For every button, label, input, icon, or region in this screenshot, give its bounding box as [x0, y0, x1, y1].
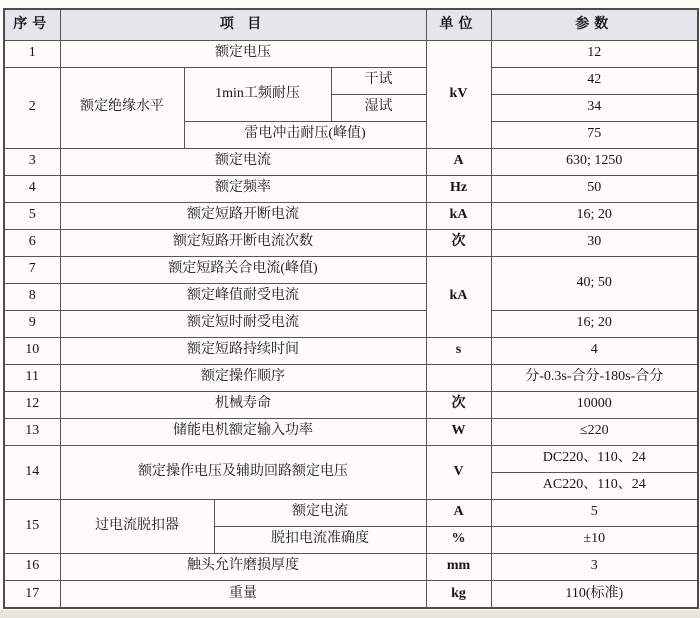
row14-unit-v: V — [426, 445, 491, 499]
row10-item-short-circuit-duration: 额定短路持续时间 — [60, 337, 426, 364]
row17-item-weight: 重量 — [60, 580, 426, 608]
row-9 — [4, 310, 698, 337]
row-7 — [4, 256, 698, 283]
row10-unit-s: s — [426, 337, 491, 364]
row2-item-power-freq-withstand: 1min工频耐压 — [184, 67, 331, 121]
row12-item-mechanical-life: 机械寿命 — [60, 391, 426, 418]
row13-unit-w: W — [426, 418, 491, 445]
row14-item-operating-voltage: 额定操作电压及辅助回路额定电压 — [60, 445, 426, 499]
row11-serial: 11 — [4, 364, 60, 391]
header-item: 项 目 — [60, 9, 426, 40]
row15-unit-percent: % — [426, 526, 491, 553]
row-13 — [4, 418, 698, 445]
row5-serial: 5 — [4, 202, 60, 229]
row15-item-rated-current: 额定电流 — [214, 499, 426, 526]
row4-serial: 4 — [4, 175, 60, 202]
row13-value: ≤220 — [491, 418, 698, 445]
row1-unit-kv: kV — [426, 40, 491, 148]
row17-unit-kg: kg — [426, 580, 491, 608]
row15-unit-a: A — [426, 499, 491, 526]
row15-item-overcurrent-release: 过电流脱扣器 — [60, 499, 214, 553]
row-6 — [4, 229, 698, 256]
row12-serial: 12 — [4, 391, 60, 418]
row1-serial: 1 — [4, 40, 60, 67]
header-serial: 序号 — [4, 9, 60, 40]
row16-unit-mm: mm — [426, 553, 491, 580]
row6-item-breaking-times: 额定短路开断电流次数 — [60, 229, 426, 256]
row10-serial: 10 — [4, 337, 60, 364]
row9-value: 16; 20 — [491, 310, 698, 337]
row1-item-rated-voltage: 额定电压 — [60, 40, 426, 67]
row-5 — [4, 202, 698, 229]
row2-item-lightning-impulse: 雷电冲击耐压(峰值) — [184, 121, 426, 148]
row4-item-rated-frequency: 额定频率 — [60, 175, 426, 202]
row15-value-current: 5 — [491, 499, 698, 526]
row8-serial: 8 — [4, 283, 60, 310]
row11-item-operating-sequence: 额定操作顺序 — [60, 364, 426, 391]
header-unit: 单位 — [426, 9, 491, 40]
row14-serial: 14 — [4, 445, 60, 499]
row12-value: 10000 — [491, 391, 698, 418]
row10-value: 4 — [491, 337, 698, 364]
row4-value: 50 — [491, 175, 698, 202]
row-1 — [4, 40, 698, 67]
row16-item-contact-wear: 触头允许磨损厚度 — [60, 553, 426, 580]
row7-value: 40; 50 — [491, 256, 698, 310]
row16-value: 3 — [491, 553, 698, 580]
row13-item-motor-input-power: 储能电机额定输入功率 — [60, 418, 426, 445]
row15-serial: 15 — [4, 499, 60, 553]
row-2a — [4, 67, 698, 94]
row2-item-wet-test: 湿试 — [331, 94, 426, 121]
row-14a — [4, 445, 698, 472]
row15-item-trip-accuracy: 脱扣电流准确度 — [214, 526, 426, 553]
row17-serial: 17 — [4, 580, 60, 608]
row-10 — [4, 337, 698, 364]
row-16 — [4, 553, 698, 580]
row5-item-breaking-current: 额定短路开断电流 — [60, 202, 426, 229]
row3-value: 630; 1250 — [491, 148, 698, 175]
row12-unit-times: 次 — [426, 391, 491, 418]
row17-value: 110(标准) — [491, 580, 698, 608]
row15-value-accuracy: ±10 — [491, 526, 698, 553]
row3-unit-a: A — [426, 148, 491, 175]
row7-item-making-current: 额定短路关合电流(峰值) — [60, 256, 426, 283]
row1-value: 12 — [491, 40, 698, 67]
row6-serial: 6 — [4, 229, 60, 256]
row3-serial: 3 — [4, 148, 60, 175]
header-param: 参数 — [491, 9, 698, 40]
row-4 — [4, 175, 698, 202]
row2-value-wet: 34 — [491, 94, 698, 121]
row2-item-insulation-level: 额定绝缘水平 — [60, 67, 184, 148]
row2-item-dry-test: 干试 — [331, 67, 426, 94]
row14-value-ac: AC220、110、24 — [491, 472, 698, 499]
row9-item-short-time-withstand: 额定短时耐受电流 — [60, 310, 426, 337]
row6-value: 30 — [491, 229, 698, 256]
row2-value-dry: 42 — [491, 67, 698, 94]
row5-value: 16; 20 — [491, 202, 698, 229]
row11-unit-empty — [426, 364, 491, 391]
row9-serial: 9 — [4, 310, 60, 337]
row2-value-lightning: 75 — [491, 121, 698, 148]
row14-value-dc: DC220、110、24 — [491, 445, 698, 472]
row4-unit-hz: Hz — [426, 175, 491, 202]
row2-serial: 2 — [4, 67, 60, 148]
row5-unit-ka: kA — [426, 202, 491, 229]
row-12 — [4, 391, 698, 418]
row8-item-peak-withstand-current: 额定峰值耐受电流 — [60, 283, 426, 310]
header-row — [4, 9, 698, 40]
row6-unit-times: 次 — [426, 229, 491, 256]
row7-unit-ka: kA — [426, 256, 491, 337]
row-11 — [4, 364, 698, 391]
row3-item-rated-current: 额定电流 — [60, 148, 426, 175]
page-bottom-margin — [0, 610, 700, 618]
row16-serial: 16 — [4, 553, 60, 580]
row11-value: 分-0.3s-合分-180s-合分 — [491, 364, 698, 391]
row7-serial: 7 — [4, 256, 60, 283]
row-17 — [4, 580, 698, 608]
row13-serial: 13 — [4, 418, 60, 445]
spec-table — [3, 8, 697, 609]
row-3 — [4, 148, 698, 175]
row-15a — [4, 499, 698, 526]
